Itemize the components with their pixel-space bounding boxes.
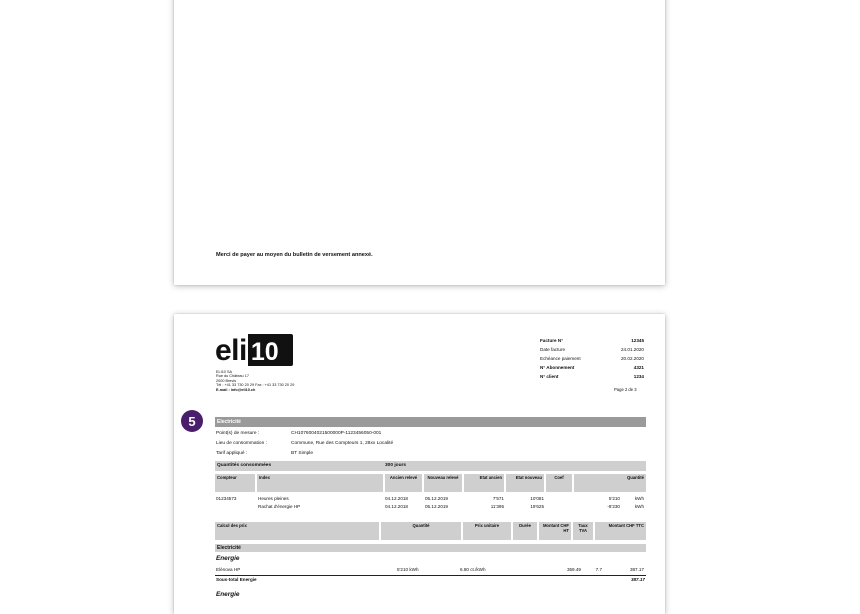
address-line: ELI10 SA [216,370,233,374]
col-coef: Coef [546,474,572,492]
quantity-consumed-bar: Quantités consommées 300 jours [215,461,646,471]
measurement-point: Point(s) de mesure : CH1076004021500000P-1123456050-001 [216,431,382,436]
col-prix-unitaire: Prix unitaire [463,522,511,540]
section-energie-2: Energie [216,591,240,598]
invoice-page-1 [174,0,665,285]
logo-number: 10 [248,334,293,366]
invoice-info-row: N° Abonnement 4321 [540,365,644,370]
col-quantite: Quantité [574,474,646,492]
col-montant-ttc: Montant CHF TTC [595,522,646,540]
address-line: Rue du Château 17 [216,374,249,379]
tariff-applied: Tarif appliqué : BT Simple [216,451,314,456]
col-duree: Durée [513,522,537,540]
col-ancien-releve: Ancien relevé [385,474,422,492]
logo-word: eli [215,334,247,367]
table-row: 01234573 Heures pleines 04.12.2018 05.12.2019 7'571 10'081 5'210 kWh [216,496,644,501]
electricity-header: Electricité [215,417,646,427]
invoice-page-2: eli 10 ELI10 SA Rue du Château 17 2000 Brevis Tél : +41 33 730 20 29 Fax : +41 33 730 20 29 E-mail : info@eli10.ch Facture N° 12345 Date facture 24.01.2020 Echéance paiement 20.02.2020 N° Abonnement 4321 N° client 1234 Page 2 de 3 5 Electricité Point(s) de mesure : CH1076004021500000P-1123456050-001 Lieu de consommation : Commune, Rue des Compteurs 1, 28xx Localité Tarif appliqué : BT Simple Quantités consommées 300 jours Compteur Index Ancien relevé Nouveau relevé Etat ancien Etat nouveau Coef Quantité 01234573 Heures pleines 04.12.2018 05.12.2019 7'571 10'081 5'210 kWh Rachat d'énergie HP 04.12.2018 05.12.2019 11'395 19'625 -8'230 kWh Calcul des prix Quantité Prix unitaire Durée Montant CHF HT Taux TVA Montant CHF TTC Electricité Energie Elénova HP 5'210 kWh 6.80 ct./kWh 359.49 7.7 387.17 Sous-total Energie 387.17 Energie [174,314,665,614]
table-row: Elénova HP 5'210 kWh 6.80 ct./kWh 359.49 7.7 387.17 [216,567,644,572]
invoice-info-row: Facture N° 12345 [540,338,644,343]
col-etat-ancien: Etat ancien [464,474,504,492]
consumption-location: Lieu de consommation : Commune, Rue des Compteurs 1, 28xx Localité [216,441,394,446]
invoice-info [540,336,644,381]
invoice-info-row: Echéance paiement 20.02.2020 [540,356,644,361]
col-etat-nouveau: Etat nouveau [506,474,544,492]
section-energie: Energie [216,555,240,562]
company-logo [215,330,293,366]
col-taux-tva: Taux TVA [573,522,593,540]
address-line: E-mail : info@eli10.ch [216,387,256,392]
table-row: Rachat d'énergie HP 04.12.2018 05.12.2019 11'395 19'625 -8'230 kWh [258,504,644,509]
col-calcul-prix: Calcul des prix [215,522,379,540]
price-group-electricite: Electricité [215,544,646,552]
col-compteur: Compteur [215,474,255,492]
company-address [216,370,294,392]
col-quantite: Quantité [381,522,461,540]
price-table-header [215,522,646,540]
meter-table-header [215,474,646,492]
invoice-info-row: Date facture 24.01.2020 [540,347,644,352]
invoice-info-row: N° client 1234 [540,374,644,379]
col-nouveau-releve: Nouveau relevé [424,474,462,492]
address-line: Tél : +41 33 730 20 29 Fax : +41 33 730 20 29 [216,383,295,388]
payment-note: Merci de payer au moyen du bulletin de versement annexé. [216,252,373,258]
col-index: Index [257,474,383,492]
subtotal-rule [215,575,646,576]
page-number: Page 2 de 3 [614,387,637,392]
address-line: 2000 Brevis [216,378,237,383]
section-number-badge: 5 [181,410,203,432]
col-montant-ht: Montant CHF HT [539,522,571,540]
